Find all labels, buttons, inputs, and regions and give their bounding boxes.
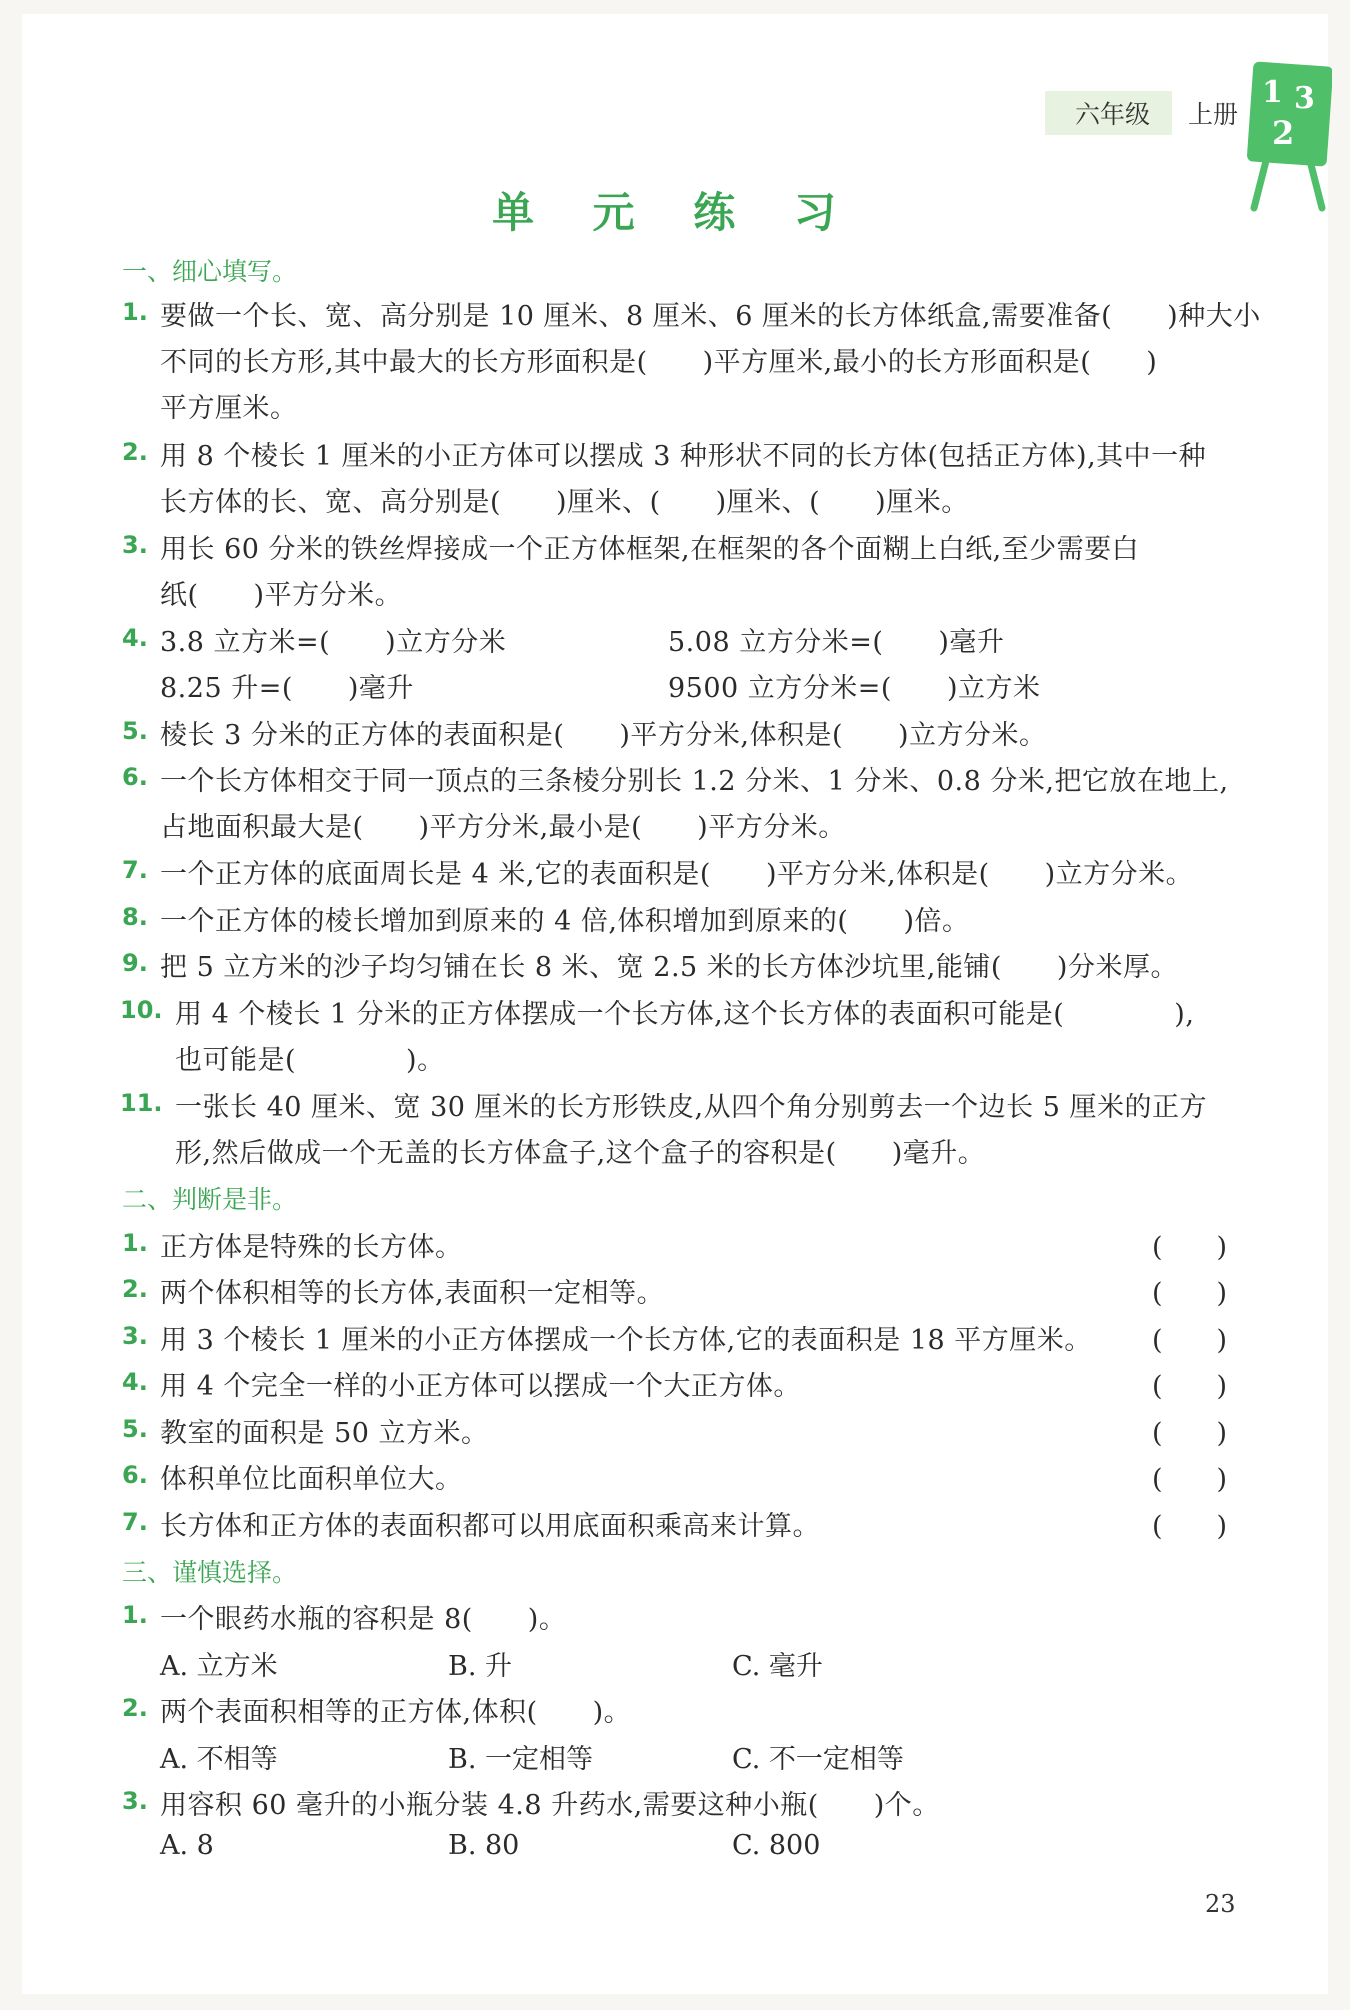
question-line: 占地面积最大是( )平方分米,最小是( )平方分米。 — [160, 812, 846, 843]
answer-bracket[interactable]: ( ) — [1152, 1325, 1228, 1356]
option-b[interactable]: B. 一定相等 — [448, 1744, 594, 1775]
question-line: 平方厘米。 — [160, 393, 298, 424]
question-number: 5. — [122, 717, 148, 745]
answer-bracket[interactable]: ( ) — [1152, 1511, 1228, 1542]
question-number: 7. — [122, 1508, 148, 1536]
question-number: 11. — [120, 1089, 163, 1117]
logo-digit-1: 1 — [1262, 75, 1283, 110]
judgement-item: 体积单位比面积单位大。 — [160, 1464, 463, 1495]
question-number: 3. — [122, 531, 148, 559]
question-line: 5.08 立方分米=( )毫升 — [668, 627, 1005, 658]
page-title: 单 元 练 习 — [492, 188, 858, 237]
question-line: 一个长方体相交于同一顶点的三条棱分别长 1.2 分米、1 分米、0.8 分米,把它放在地上, — [160, 766, 1229, 797]
judgement-item: 两个体积相等的长方体,表面积一定相等。 — [160, 1278, 665, 1309]
choice-question: 两个表面积相等的正方体,体积( )。 — [160, 1697, 632, 1728]
question-number: 4. — [122, 1368, 148, 1396]
question-line: 一张长 40 厘米、宽 30 厘米的长方形铁皮,从四个角分别剪去一个边长 5 厘米的正方 — [175, 1092, 1207, 1123]
option-b[interactable]: B. 升 — [448, 1651, 513, 1682]
question-number: 2. — [122, 1694, 148, 1722]
question-number: 8. — [122, 903, 148, 931]
option-a[interactable]: A. 立方米 — [160, 1651, 278, 1682]
question-line: 棱长 3 分米的正方体的表面积是( )平方分米,体积是( )立方分米。 — [160, 720, 1047, 751]
section-1-title: 一、细心填写。 — [122, 257, 298, 286]
judgement-item: 长方体和正方体的表面积都可以用底面积乘高来计算。 — [160, 1511, 820, 1542]
judgement-item: 用 4 个完全一样的小正方体可以摆成一个大正方体。 — [160, 1371, 801, 1402]
question-number: 6. — [122, 1461, 148, 1489]
question-number: 1. — [122, 1229, 148, 1257]
option-c[interactable]: C. 800 — [732, 1830, 821, 1861]
header-tag — [1045, 92, 1245, 134]
question-number: 1. — [122, 1601, 148, 1629]
answer-bracket[interactable]: ( ) — [1152, 1232, 1228, 1263]
logo-digit-3: 3 — [1294, 81, 1315, 116]
answer-bracket[interactable]: ( ) — [1152, 1278, 1228, 1309]
option-c[interactable]: C. 不一定相等 — [732, 1744, 904, 1775]
question-line: 用长 60 分米的铁丝焊接成一个正方体框架,在框架的各个面糊上白纸,至少需要白 — [160, 534, 1140, 565]
question-line: 一个正方体的棱长增加到原来的 4 倍,体积增加到原来的( )倍。 — [160, 906, 970, 937]
question-line: 把 5 立方米的沙子均匀铺在长 8 米、宽 2.5 米的长方体沙坑里,能铺( )分米厚。 — [160, 952, 1178, 983]
question-line: 9500 立方分米=( )立方米 — [668, 673, 1041, 704]
question-number: 4. — [122, 624, 148, 652]
answer-bracket[interactable]: ( ) — [1152, 1464, 1228, 1495]
judgement-item: 正方体是特殊的长方体。 — [160, 1232, 463, 1263]
question-number: 3. — [122, 1322, 148, 1350]
question-number: 5. — [122, 1415, 148, 1443]
question-line: 用 4 个棱长 1 分米的正方体摆成一个长方体,这个长方体的表面积可能是( ), — [175, 999, 1195, 1030]
judgement-item: 教室的面积是 50 立方米。 — [160, 1418, 489, 1449]
question-number: 1. — [122, 298, 148, 326]
section-3-title: 三、谨慎选择。 — [122, 1558, 298, 1587]
question-number: 6. — [122, 763, 148, 791]
question-number: 7. — [122, 856, 148, 884]
option-c[interactable]: C. 毫升 — [732, 1651, 823, 1682]
question-number: 2. — [122, 1275, 148, 1303]
question-line: 长方体的长、宽、高分别是( )厘米、( )厘米、( )厘米。 — [160, 487, 969, 518]
choice-question: 用容积 60 毫升的小瓶分装 4.8 升药水,需要这种小瓶( )个。 — [160, 1790, 940, 1821]
page-number: 23 — [1205, 1890, 1236, 1918]
answer-bracket[interactable]: ( ) — [1152, 1418, 1228, 1449]
question-number: 9. — [122, 949, 148, 977]
question-line: 8.25 升=( )毫升 — [160, 673, 414, 704]
option-a[interactable]: A. 8 — [160, 1830, 214, 1861]
question-line: 用 8 个棱长 1 厘米的小正方体可以摆成 3 种形状不同的长方体(包括正方体),其中一种 — [160, 441, 1207, 472]
question-number: 10. — [120, 996, 163, 1024]
section-2-title: 二、判断是非。 — [122, 1185, 298, 1214]
question-number: 3. — [122, 1787, 148, 1815]
question-number: 2. — [122, 438, 148, 466]
grade-label: 六年级 — [1045, 91, 1172, 135]
question-line: 要做一个长、宽、高分别是 10 厘米、8 厘米、6 厘米的长方体纸盒,需要准备( )种大小 — [160, 301, 1261, 332]
choice-question: 一个眼药水瓶的容积是 8( )。 — [160, 1604, 567, 1635]
option-b[interactable]: B. 80 — [448, 1830, 520, 1861]
judgement-item: 用 3 个棱长 1 厘米的小正方体摆成一个长方体,它的表面积是 18 平方厘米。 — [160, 1325, 1092, 1356]
logo-digit-2: 2 — [1272, 114, 1295, 152]
question-line: 一个正方体的底面周长是 4 米,它的表面积是( )平方分米,体积是( )立方分米。 — [160, 859, 1194, 890]
question-line: 纸( )平方分米。 — [160, 580, 403, 611]
question-line: 也可能是( )。 — [175, 1045, 445, 1076]
question-line: 3.8 立方米=( )立方分米 — [160, 627, 507, 658]
question-line: 不同的长方形,其中最大的长方形面积是( )平方厘米,最小的长方形面积是( ) — [160, 347, 1158, 378]
option-a[interactable]: A. 不相等 — [160, 1744, 278, 1775]
question-line: 形,然后做成一个无盖的长方体盒子,这个盒子的容积是( )毫升。 — [175, 1138, 986, 1169]
volume-label: 上册 — [1188, 100, 1239, 129]
answer-bracket[interactable]: ( ) — [1152, 1371, 1228, 1402]
